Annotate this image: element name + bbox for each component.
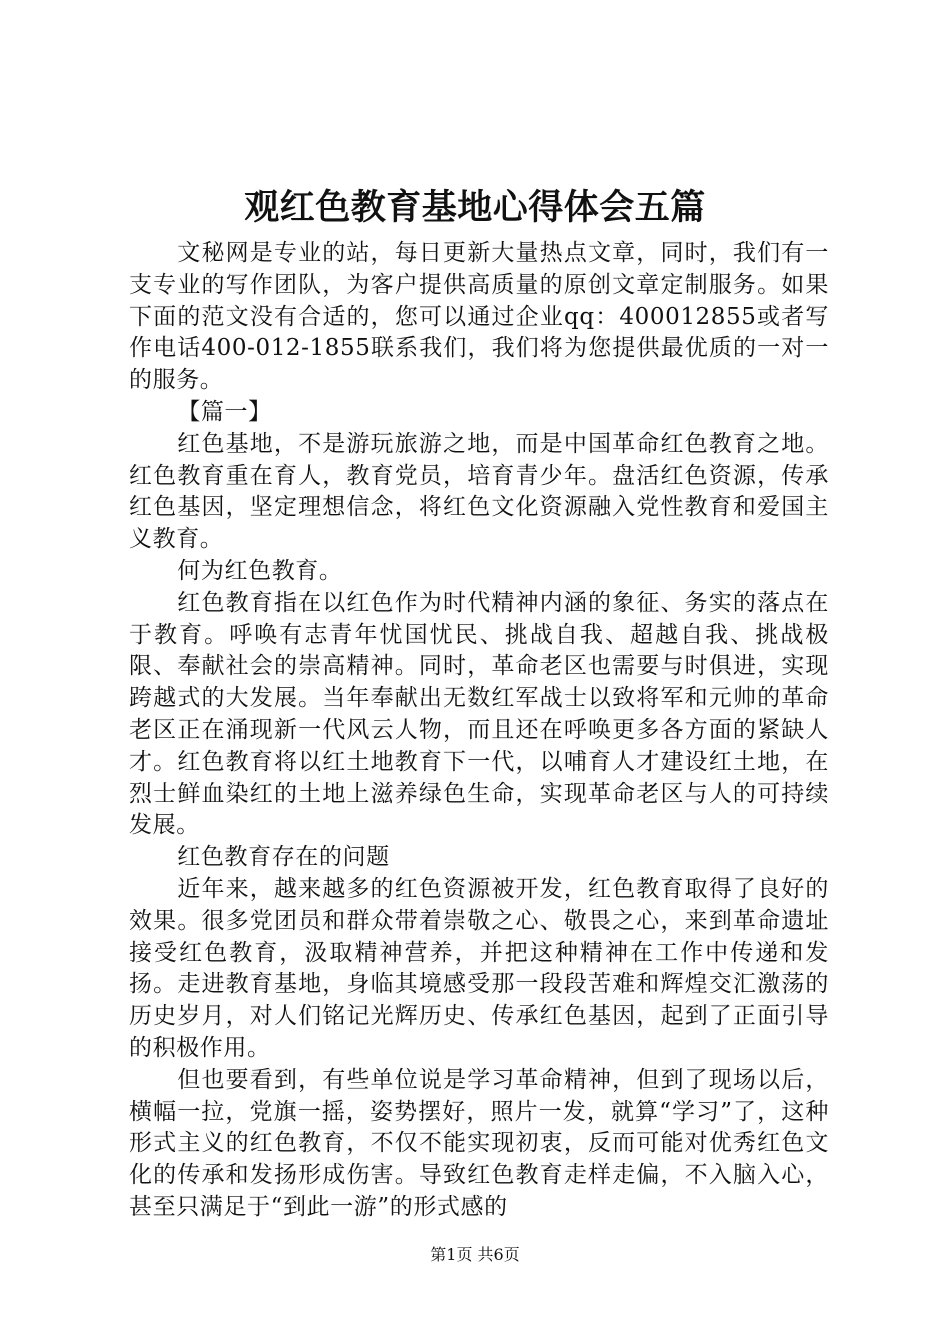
body-paragraph: 红色基地，不是游玩旅游之地，而是中国革命红色教育之地。红色教育重在育人，教育党员，培育青少年。盘活红色资源，传承红色基因，坚定理想信念，将红色文化资源融入党性教育和爱国主义教育。 [129,430,829,553]
body-paragraph: 红色教育指在以红色作为时代精神内涵的象征、务实的落点在于教育。呼唤有志青年忧国忧民、挑战自我、超越自我、挑战极限、奉献社会的崇高精神。同时，革命老区也需要与时俱进，实现跨越式的大发展。当年奉献出无数红军战士以致将军和元帅的革命老区正在涌现新一代风云人物，而且还在呼唤更多各方面的紧缺人才。红色教育将以红土地教育下一代，以哺育人才建设红土地，在烈士鲜血染红的土地上滋养绿色生命，实现革命老区与人的可持续发展。 [129,589,829,839]
document-title: 观红色教育基地心得体会五篇 [244,187,706,228]
subheading: 何为红色教育。 [177,557,343,584]
intro-paragraph: 文秘网是专业的站，每日更新大量热点文章，同时，我们有一支专业的写作团队，为客户提供高质量的原创文章定制服务。如果下面的范文没有合适的，您可以通过企业qq：400012855或者写作电话400-012-1855联系我们，我们将为您提供最优质的一对一的服务。 [129,240,829,394]
body-paragraph: 近年来，越来越多的红色资源被开发，红色教育取得了良好的效果。很多党团员和群众带着崇敬之心、敬畏之心，来到革命遗址接受红色教育，汲取精神营养，并把这种精神在工作中传递和发扬。走进教育基地，身临其境感受那一段段苦难和辉煌交汇激荡的历史岁月，对人们铭记光辉历史、传承红色基因，起到了正面引导的积极作用。 [129,875,829,1061]
body-paragraph: 但也要看到，有些单位说是学习革命精神，但到了现场以后，横幅一拉，党旗一摇，姿势摆好，照片一发，就算“学习”了，这种形式主义的红色教育，不仅不能实现初衷，反而可能对优秀红色文化的传承和发扬形成伤害。导致红色教育走样走偏，不入脑入心，甚至只满足于“到此一游”的形式感的 [129,1066,829,1220]
subheading: 红色教育存在的问题 [177,844,390,871]
page-footer: 第1页 共6页 [430,1245,520,1264]
document-body [129,238,829,1224]
section-heading: 【篇一】 [177,398,272,425]
